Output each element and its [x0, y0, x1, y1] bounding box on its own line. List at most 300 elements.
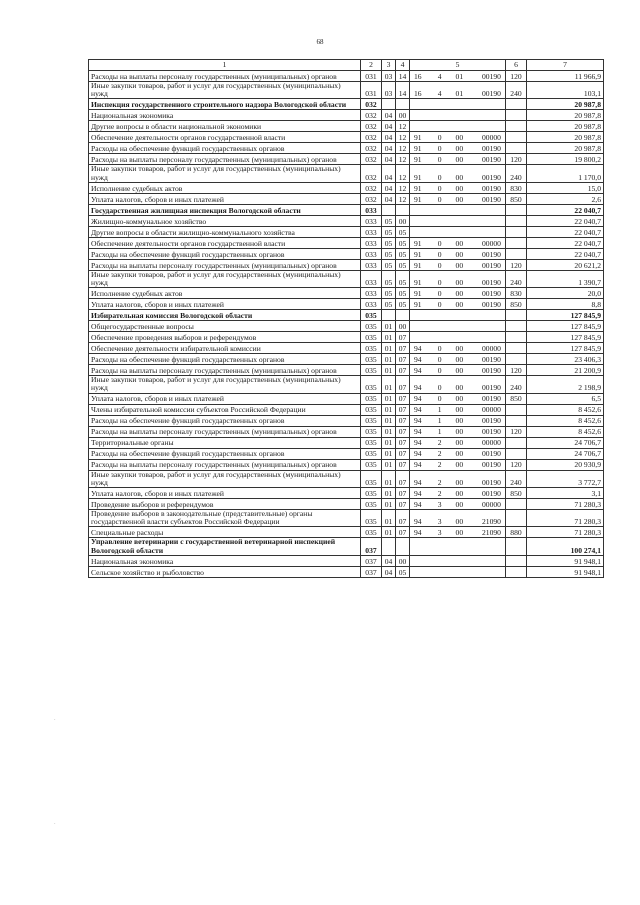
- table-row: [89, 470, 604, 487]
- target-article-cell: [410, 121, 506, 132]
- row-name-cell: Члены избирательной комиссии субъектов Российской Федерации: [89, 404, 361, 415]
- target-article-part: 0: [437, 194, 442, 204]
- subsection-cell: 07: [396, 527, 410, 538]
- target-article-part: 00190: [481, 416, 501, 426]
- table-row: [89, 404, 604, 415]
- target-article-cell: [410, 82, 506, 99]
- subsection-cell: [396, 99, 410, 110]
- expense-type-cell: 120: [506, 154, 527, 165]
- amount-cell: 1 170,0: [527, 165, 604, 182]
- amount-cell: 15,0: [527, 182, 604, 193]
- section-cell: 04: [382, 193, 396, 204]
- row-name-cell: Государственная жилищная инспекция Вологодской области: [89, 204, 361, 215]
- row-name-cell: Территориальные органы: [89, 437, 361, 448]
- subsection-cell: 07: [396, 332, 410, 343]
- table-row: [89, 193, 604, 204]
- table-row: [89, 154, 604, 165]
- ved-cell: 031: [361, 82, 382, 99]
- target-article-part: 00: [455, 144, 464, 154]
- subsection-cell: 05: [396, 226, 410, 237]
- target-article-part: 91: [414, 133, 422, 143]
- amount-cell: 24 706,7: [527, 437, 604, 448]
- target-article-part: 4: [437, 71, 442, 81]
- target-article-part: 0: [437, 238, 442, 248]
- target-article-part: 0: [437, 355, 442, 365]
- subsection-cell: 07: [396, 343, 410, 354]
- target-article-part: 00: [455, 355, 464, 365]
- target-article-part: 91: [414, 238, 422, 248]
- table-row: [89, 393, 604, 404]
- target-article-part: 0: [437, 366, 442, 376]
- target-article-cell: [410, 154, 506, 165]
- ved-cell: 032: [361, 182, 382, 193]
- subsection-cell: 12: [396, 143, 410, 154]
- ved-cell: 035: [361, 404, 382, 415]
- expense-type-cell: 240: [506, 82, 527, 99]
- amount-cell: 103,1: [527, 82, 604, 99]
- ved-cell: 032: [361, 154, 382, 165]
- target-article-part: 2: [437, 477, 442, 487]
- ved-cell: 035: [361, 527, 382, 538]
- target-article-part: 00000: [481, 499, 501, 509]
- target-article-part: 94: [414, 416, 422, 426]
- expense-type-cell: [506, 132, 527, 143]
- section-cell: 05: [382, 270, 396, 287]
- row-name-cell: Расходы на обеспечение функций государственных органов: [89, 415, 361, 426]
- row-name-cell: Иные закупки товаров, работ и услуг для государственных (муниципальных) нужд: [89, 376, 361, 393]
- expense-type-cell: 850: [506, 393, 527, 404]
- amount-cell: 3,1: [527, 488, 604, 499]
- section-cell: 04: [382, 165, 396, 182]
- target-article-part: 00: [455, 383, 464, 393]
- row-name-cell: Обеспечение деятельности органов государственной власти: [89, 132, 361, 143]
- amount-cell: 22 040,7: [527, 248, 604, 259]
- section-cell: [382, 538, 396, 555]
- target-article-part: 00190: [481, 155, 501, 165]
- target-article-part: 0: [437, 278, 442, 288]
- row-name-cell: Иные закупки товаров, работ и услуг для государственных (муниципальных) нужд: [89, 165, 361, 182]
- table-row: [89, 259, 604, 270]
- row-name-cell: Исполнение судебных актов: [89, 288, 361, 299]
- expense-type-cell: [506, 226, 527, 237]
- target-article-part: 94: [414, 488, 422, 498]
- row-name-cell: Расходы на выплаты персоналу государственных (муниципальных) органов: [89, 259, 361, 270]
- target-article-part: 00: [455, 405, 464, 415]
- target-article-part: 00190: [481, 172, 501, 182]
- table-row: [89, 555, 604, 566]
- target-article-cell: [410, 332, 506, 343]
- table-row: [89, 110, 604, 121]
- row-name-cell: Инспекция государственного строительного надзора Вологодской области: [89, 99, 361, 110]
- row-name-cell: Избирательная комиссия Вологодской области: [89, 310, 361, 321]
- target-article-part: 91: [414, 300, 422, 310]
- subsection-cell: 07: [396, 459, 410, 470]
- target-article-cell: [410, 437, 506, 448]
- target-article-part: 00000: [481, 344, 501, 354]
- target-article-part: 0: [437, 344, 442, 354]
- header-cell: 4: [396, 60, 410, 71]
- expense-type-cell: 120: [506, 459, 527, 470]
- table-row: [89, 459, 604, 470]
- subsection-cell: 07: [396, 393, 410, 404]
- amount-cell: 22 040,7: [527, 215, 604, 226]
- row-name-cell: Расходы на выплаты персоналу государственных (муниципальных) органов: [89, 71, 361, 82]
- table-row: [89, 332, 604, 343]
- table-row: [89, 499, 604, 510]
- target-article-part: 00190: [481, 300, 501, 310]
- target-article-part: 00190: [481, 89, 501, 99]
- target-article-cell: [410, 299, 506, 310]
- target-article-cell: [410, 393, 506, 404]
- target-article-cell: [410, 259, 506, 270]
- target-article-part: 0: [437, 249, 442, 259]
- ved-cell: 035: [361, 470, 382, 487]
- table-header-row: [89, 60, 604, 71]
- expense-type-cell: [506, 343, 527, 354]
- header-cell: 1: [89, 60, 361, 71]
- row-name-cell: Уплата налогов, сборов и иных платежей: [89, 299, 361, 310]
- subsection-cell: 12: [396, 121, 410, 132]
- ved-cell: 033: [361, 270, 382, 287]
- row-name-cell: Расходы на выплаты персоналу государственных (муниципальных) органов: [89, 154, 361, 165]
- ved-cell: 035: [361, 448, 382, 459]
- target-article-part: 00: [455, 238, 464, 248]
- target-article-cell: [410, 165, 506, 182]
- target-article-cell: [410, 415, 506, 426]
- amount-cell: 100 274,1: [527, 538, 604, 555]
- table-row: [89, 82, 604, 99]
- target-article-part: 00: [455, 183, 464, 193]
- row-name-cell: Исполнение судебных актов: [89, 182, 361, 193]
- amount-cell: 20 621,2: [527, 259, 604, 270]
- expense-type-cell: [506, 415, 527, 426]
- amount-cell: 19 800,2: [527, 154, 604, 165]
- expense-type-cell: [506, 248, 527, 259]
- target-article-part: 1: [437, 416, 442, 426]
- target-article-part: 00000: [481, 133, 501, 143]
- target-article-part: 1: [437, 405, 442, 415]
- ved-cell: 035: [361, 393, 382, 404]
- target-article-cell: [410, 270, 506, 287]
- target-article-part: 0: [437, 394, 442, 404]
- target-article-part: 00: [455, 260, 464, 270]
- section-cell: 04: [382, 121, 396, 132]
- ved-cell: 035: [361, 510, 382, 527]
- table-row: [89, 288, 604, 299]
- subsection-cell: 07: [396, 426, 410, 437]
- subsection-cell: 07: [396, 365, 410, 376]
- target-article-part: 2: [437, 438, 442, 448]
- row-name-cell: Сельское хозяйство и рыболовство: [89, 566, 361, 577]
- target-article-part: 3: [437, 517, 442, 527]
- target-article-part: 0: [437, 133, 442, 143]
- row-name-cell: Обеспечение деятельности органов государственной власти: [89, 237, 361, 248]
- target-article-part: 00190: [481, 427, 501, 437]
- section-cell: 01: [382, 510, 396, 527]
- target-article-part: 2: [437, 460, 442, 470]
- section-cell: 01: [382, 354, 396, 365]
- expense-type-cell: [506, 448, 527, 459]
- target-article-part: 4: [437, 89, 442, 99]
- target-article-part: 1: [437, 427, 442, 437]
- subsection-cell: 12: [396, 154, 410, 165]
- header-cell: 2: [361, 60, 382, 71]
- target-article-cell: [410, 132, 506, 143]
- expense-type-cell: 240: [506, 270, 527, 287]
- subsection-cell: 07: [396, 470, 410, 487]
- target-article-part: 00190: [481, 71, 501, 81]
- target-article-part: 00: [455, 172, 464, 182]
- table-row: [89, 270, 604, 287]
- section-cell: 05: [382, 248, 396, 259]
- amount-cell: 3 772,7: [527, 470, 604, 487]
- target-article-part: 00: [455, 366, 464, 376]
- table-row: [89, 71, 604, 82]
- ved-cell: 035: [361, 310, 382, 321]
- amount-cell: 20 987,8: [527, 132, 604, 143]
- row-name-cell: Расходы на выплаты персоналу государственных (муниципальных) органов: [89, 459, 361, 470]
- ved-cell: 033: [361, 215, 382, 226]
- row-name-cell: Жилищно-коммунальное хозяйство: [89, 215, 361, 226]
- amount-cell: 20 987,8: [527, 143, 604, 154]
- row-name-cell: Иные закупки товаров, работ и услуг для государственных (муниципальных) нужд: [89, 82, 361, 99]
- section-cell: 01: [382, 343, 396, 354]
- target-article-part: 91: [414, 194, 422, 204]
- ved-cell: 033: [361, 237, 382, 248]
- header-cell: 3: [382, 60, 396, 71]
- subsection-cell: 07: [396, 448, 410, 459]
- row-name-cell: Расходы на выплаты персоналу государственных (муниципальных) органов: [89, 365, 361, 376]
- section-cell: 01: [382, 448, 396, 459]
- section-cell: 05: [382, 226, 396, 237]
- target-article-cell: [410, 343, 506, 354]
- target-article-part: 0: [437, 155, 442, 165]
- target-article-part: 00190: [481, 460, 501, 470]
- table-row: [89, 321, 604, 332]
- section-cell: 01: [382, 488, 396, 499]
- target-article-cell: [410, 204, 506, 215]
- target-article-part: 94: [414, 366, 422, 376]
- expense-type-cell: 120: [506, 71, 527, 82]
- table-row: [89, 448, 604, 459]
- target-article-part: 21090: [481, 517, 501, 527]
- row-name-cell: Обеспечение деятельности избирательной комиссии: [89, 343, 361, 354]
- ved-cell: 033: [361, 248, 382, 259]
- subsection-cell: 05: [396, 248, 410, 259]
- amount-cell: 22 040,7: [527, 237, 604, 248]
- row-name-cell: Управление ветеринарии с государственной ветеринарной инспекцией Вологодской области: [89, 538, 361, 555]
- expense-type-cell: 830: [506, 288, 527, 299]
- subsection-cell: 00: [396, 321, 410, 332]
- section-cell: 01: [382, 499, 396, 510]
- target-article-part: 16: [414, 71, 422, 81]
- ved-cell: 035: [361, 459, 382, 470]
- target-article-part: 3: [437, 528, 442, 538]
- ved-cell: 032: [361, 121, 382, 132]
- target-article-part: 94: [414, 460, 422, 470]
- expense-type-cell: [506, 121, 527, 132]
- expense-type-cell: [506, 215, 527, 226]
- subsection-cell: 07: [396, 488, 410, 499]
- subsection-cell: 14: [396, 71, 410, 82]
- subsection-cell: 00: [396, 110, 410, 121]
- row-name-cell: Расходы на обеспечение функций государственных органов: [89, 143, 361, 154]
- amount-cell: 71 280,3: [527, 527, 604, 538]
- table-row: [89, 143, 604, 154]
- target-article-cell: [410, 193, 506, 204]
- target-article-part: 00190: [481, 278, 501, 288]
- table-row: [89, 215, 604, 226]
- section-cell: 01: [382, 404, 396, 415]
- table-row: [89, 566, 604, 577]
- target-article-part: 00: [455, 488, 464, 498]
- ved-cell: 032: [361, 110, 382, 121]
- subsection-cell: 12: [396, 165, 410, 182]
- section-cell: 01: [382, 376, 396, 393]
- target-article-part: 94: [414, 438, 422, 448]
- subsection-cell: 07: [396, 354, 410, 365]
- target-article-part: 00: [455, 499, 464, 509]
- subsection-cell: 07: [396, 437, 410, 448]
- section-cell: 05: [382, 288, 396, 299]
- expense-type-cell: 880: [506, 527, 527, 538]
- row-name-cell: Уплата налогов, сборов и иных платежей: [89, 193, 361, 204]
- section-cell: 04: [382, 566, 396, 577]
- target-article-cell: [410, 527, 506, 538]
- table-row: [89, 310, 604, 321]
- subsection-cell: 05: [396, 566, 410, 577]
- subsection-cell: 07: [396, 376, 410, 393]
- target-article-part: 91: [414, 183, 422, 193]
- target-article-part: 3: [437, 499, 442, 509]
- expense-type-cell: 240: [506, 470, 527, 487]
- section-cell: 01: [382, 365, 396, 376]
- table-row: [89, 204, 604, 215]
- expense-type-cell: 830: [506, 182, 527, 193]
- target-article-cell: [410, 510, 506, 527]
- subsection-cell: 05: [396, 259, 410, 270]
- target-article-part: 0: [437, 172, 442, 182]
- row-name-cell: Иные закупки товаров, работ и услуг для государственных (муниципальных) нужд: [89, 470, 361, 487]
- ved-cell: 035: [361, 437, 382, 448]
- target-article-part: 94: [414, 477, 422, 487]
- subsection-cell: 14: [396, 82, 410, 99]
- target-article-part: 94: [414, 499, 422, 509]
- target-article-part: 0: [437, 260, 442, 270]
- table-row: [89, 132, 604, 143]
- target-article-part: 00: [455, 394, 464, 404]
- section-cell: 04: [382, 110, 396, 121]
- target-article-part: 94: [414, 405, 422, 415]
- row-name-cell: Другие вопросы в области национальной экономики: [89, 121, 361, 132]
- expense-type-cell: [506, 310, 527, 321]
- target-article-part: 2: [437, 488, 442, 498]
- target-article-cell: [410, 426, 506, 437]
- amount-cell: 20 987,8: [527, 121, 604, 132]
- ved-cell: 037: [361, 538, 382, 555]
- amount-cell: 8 452,6: [527, 415, 604, 426]
- amount-cell: 8 452,6: [527, 404, 604, 415]
- expense-type-cell: 120: [506, 259, 527, 270]
- target-article-cell: [410, 365, 506, 376]
- expense-type-cell: 120: [506, 365, 527, 376]
- target-article-cell: [410, 110, 506, 121]
- target-article-part: 00: [455, 194, 464, 204]
- section-cell: 01: [382, 459, 396, 470]
- table-row: [89, 376, 604, 393]
- target-article-part: 00: [455, 438, 464, 448]
- target-article-cell: [410, 488, 506, 499]
- expense-type-cell: [506, 321, 527, 332]
- target-article-part: 94: [414, 394, 422, 404]
- table-row: [89, 354, 604, 365]
- section-cell: 01: [382, 393, 396, 404]
- section-cell: 01: [382, 332, 396, 343]
- section-cell: 03: [382, 71, 396, 82]
- target-article-cell: [410, 404, 506, 415]
- section-cell: 01: [382, 470, 396, 487]
- target-article-part: 91: [414, 155, 422, 165]
- subsection-cell: 07: [396, 404, 410, 415]
- target-article-part: 91: [414, 260, 422, 270]
- expense-type-cell: [506, 566, 527, 577]
- subsection-cell: 05: [396, 237, 410, 248]
- table-row: [89, 415, 604, 426]
- section-cell: 05: [382, 259, 396, 270]
- ved-cell: 032: [361, 99, 382, 110]
- ved-cell: 035: [361, 343, 382, 354]
- amount-cell: 8 452,6: [527, 426, 604, 437]
- subsection-cell: 07: [396, 510, 410, 527]
- target-article-part: 0: [437, 183, 442, 193]
- amount-cell: 20,0: [527, 288, 604, 299]
- ved-cell: 035: [361, 488, 382, 499]
- row-name-cell: Иные закупки товаров, работ и услуг для государственных (муниципальных) нужд: [89, 270, 361, 287]
- target-article-part: 0: [437, 289, 442, 299]
- page-number: 68: [316, 38, 324, 46]
- section-cell: 05: [382, 215, 396, 226]
- amount-cell: 6,5: [527, 393, 604, 404]
- row-name-cell: Другие вопросы в области жилищно-коммунального хозяйства: [89, 226, 361, 237]
- target-article-cell: [410, 99, 506, 110]
- target-article-part: 94: [414, 344, 422, 354]
- target-article-cell: [410, 143, 506, 154]
- target-article-part: 00190: [481, 144, 501, 154]
- expense-type-cell: [506, 499, 527, 510]
- target-article-part: 94: [414, 355, 422, 365]
- target-article-part: 91: [414, 172, 422, 182]
- section-cell: 05: [382, 237, 396, 248]
- ved-cell: 033: [361, 299, 382, 310]
- subsection-cell: 05: [396, 270, 410, 287]
- table-row: [89, 182, 604, 193]
- section-cell: 04: [382, 143, 396, 154]
- expense-type-cell: [506, 99, 527, 110]
- scan-mark: ·: [54, 822, 56, 827]
- ved-cell: 037: [361, 566, 382, 577]
- expense-type-cell: [506, 204, 527, 215]
- table-row: [89, 248, 604, 259]
- expense-type-cell: [506, 354, 527, 365]
- target-article-part: 00: [455, 416, 464, 426]
- expense-type-cell: 850: [506, 193, 527, 204]
- amount-cell: 91 948,1: [527, 555, 604, 566]
- table-row: [89, 538, 604, 555]
- ved-cell: 032: [361, 165, 382, 182]
- target-article-part: 00190: [481, 366, 501, 376]
- amount-cell: 2,6: [527, 193, 604, 204]
- target-article-part: 91: [414, 278, 422, 288]
